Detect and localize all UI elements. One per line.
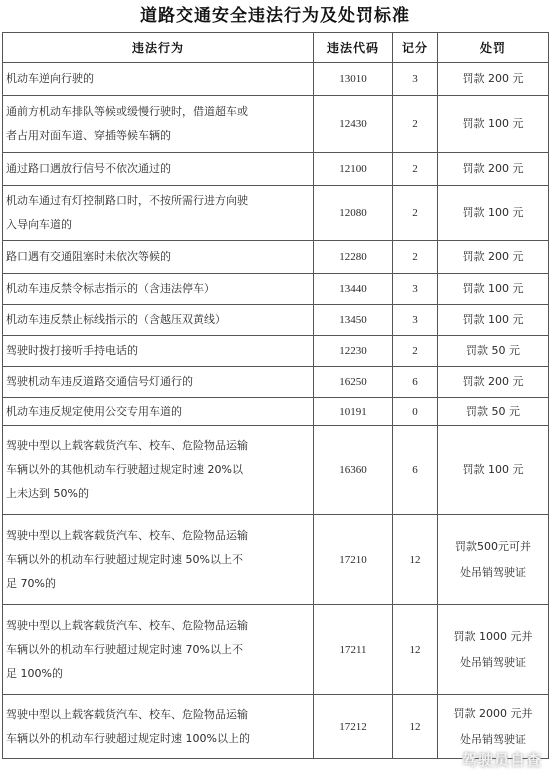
violation-description [3,695,314,759]
penalty-amount [438,515,549,605]
violation-code: 16250 [314,367,393,398]
penalty-amount [438,186,549,241]
penalty-line: 罚款 100 元 [462,463,524,476]
violation-description [3,241,314,274]
violation-description [3,63,314,96]
violation-code: 13010 [314,63,393,96]
penalty-line: 罚款 50 元 [466,404,520,418]
description-line: 驾驶中型以上载客载货汽车、校车、危险物品运输 [6,439,248,452]
description-line: 机动车违反禁令标志指示的（含违法停车） [6,282,215,295]
penalty-points: 2 [393,241,438,274]
penalty-amount [438,274,549,305]
watermark-text: 驾驶员自查 [461,751,542,769]
penalty-points: 0 [393,398,438,426]
penalty-line: 罚款 1000 元并 [453,629,533,643]
penalty-amount [438,241,549,274]
violation-description [3,398,314,426]
violation-description [3,186,314,241]
header-behavior: 违法行为 [3,33,314,63]
penalty-table [2,32,549,759]
table-row [3,274,549,305]
header-code: 违法代码 [314,33,393,63]
description-line: 驾驶中型以上载客载货汽车、校车、危险物品运输 [6,618,248,632]
description-line: 足 70%的 [6,576,56,590]
violation-code: 12430 [314,96,393,153]
violation-description [3,96,314,153]
penalty-line: 处吊销驾驶证 [460,565,526,579]
table-header-row [3,33,549,63]
description-line: 机动车逆向行驶的 [6,72,94,85]
description-line: 通过路口遇放行信号不依次通过的 [6,162,171,175]
violation-code: 10191 [314,398,393,426]
penalty-line: 罚款 200 元 [462,72,524,85]
description-line: 车辆以外的其他机动车行驶超过规定时速 20%以 [6,463,243,476]
violation-description [3,515,314,605]
table-row [3,96,549,153]
penalty-line: 处吊销驾驶证 [460,732,526,746]
table-row [3,63,549,96]
table-row [3,426,549,515]
penalty-line: 罚款 100 元 [462,313,524,326]
violation-description [3,426,314,515]
description-line: 驾驶时拨打接听手持电话的 [6,344,138,357]
description-line: 机动车违反规定使用公交专用车道的 [6,404,182,418]
violation-code: 12080 [314,186,393,241]
penalty-points: 2 [393,336,438,367]
document-title: 道路交通安全违法行为及处罚标准 [140,6,410,26]
table-row [3,186,549,241]
table-row [3,336,549,367]
penalty-points: 2 [393,153,438,186]
description-line: 上未达到 50%的 [6,487,89,500]
header-points: 记分 [393,33,438,63]
description-line: 车辆以外的机动车行驶超过规定时速 70%以上不 [6,642,243,656]
penalty-amount [438,398,549,426]
violation-description [3,153,314,186]
violation-code: 17212 [314,695,393,759]
violation-description [3,605,314,695]
penalty-points: 6 [393,426,438,515]
table-row [3,515,549,605]
penalty-line: 罚款 2000 元并 [453,706,533,720]
violation-description [3,336,314,367]
violation-code: 12280 [314,241,393,274]
penalty-line: 罚款 100 元 [462,282,524,295]
penalty-amount [438,336,549,367]
table-row [3,367,549,398]
penalty-line: 罚款 50 元 [466,344,520,357]
penalty-points: 12 [393,515,438,605]
description-line: 通前方机动车排队等候或缓慢行驶时，借道超车或 [6,105,248,118]
penalty-amount [438,96,549,153]
violation-code: 12230 [314,336,393,367]
penalty-points: 12 [393,695,438,759]
penalty-points: 3 [393,63,438,96]
violation-description [3,305,314,336]
penalty-line: 罚款 200 元 [462,250,524,263]
description-line: 车辆以外的机动车行驶超过规定时速 50%以上不 [6,552,243,566]
table-body [3,63,549,759]
description-line: 足 100%的 [6,666,63,680]
table-row [3,241,549,274]
penalty-amount [438,305,549,336]
description-line: 车辆以外的机动车行驶超过规定时速 100%以上的 [6,731,250,745]
violation-code: 16360 [314,426,393,515]
violation-description [3,274,314,305]
violation-code: 13440 [314,274,393,305]
penalty-amount [438,426,549,515]
table-row [3,153,549,186]
penalty-points: 6 [393,367,438,398]
penalty-line: 罚款 200 元 [462,375,524,388]
violation-code: 17211 [314,605,393,695]
penalty-amount [438,153,549,186]
penalty-line: 罚款 200 元 [462,162,524,175]
penalty-points: 3 [393,305,438,336]
penalty-amount [438,367,549,398]
description-line: 机动车通过有灯控制路口时，不按所需行进方向驶 [6,194,248,207]
penalty-line: 罚款 100 元 [462,117,524,130]
table-row [3,398,549,426]
penalty-amount [438,605,549,695]
description-line: 驾驶机动车违反道路交通信号灯通行的 [6,375,193,388]
header-penalty: 处罚 [438,33,549,63]
penalty-line: 罚款 100 元 [462,206,524,219]
penalty-line: 罚款500元可并 [455,539,531,553]
penalty-points: 2 [393,96,438,153]
penalty-amount [438,63,549,96]
table-row [3,605,549,695]
description-line: 驾驶中型以上载客载货汽车、校车、危险物品运输 [6,528,248,542]
penalty-points: 12 [393,605,438,695]
description-line: 驾驶中型以上载客载货汽车、校车、危险物品运输 [6,707,248,721]
description-line: 机动车违反禁止标线指示的（含越压双黄线） [6,313,226,326]
description-line: 者占用对面车道、穿插等候车辆的 [6,129,171,142]
description-line: 路口遇有交通阻塞时未依次等候的 [6,250,171,263]
violation-code: 12100 [314,153,393,186]
table-row [3,305,549,336]
violation-code: 17210 [314,515,393,605]
violation-code: 13450 [314,305,393,336]
penalty-points: 2 [393,186,438,241]
penalty-points: 3 [393,274,438,305]
violation-description [3,367,314,398]
description-line: 入导向车道的 [6,218,72,231]
penalty-line: 处吊销驾驶证 [460,655,526,669]
